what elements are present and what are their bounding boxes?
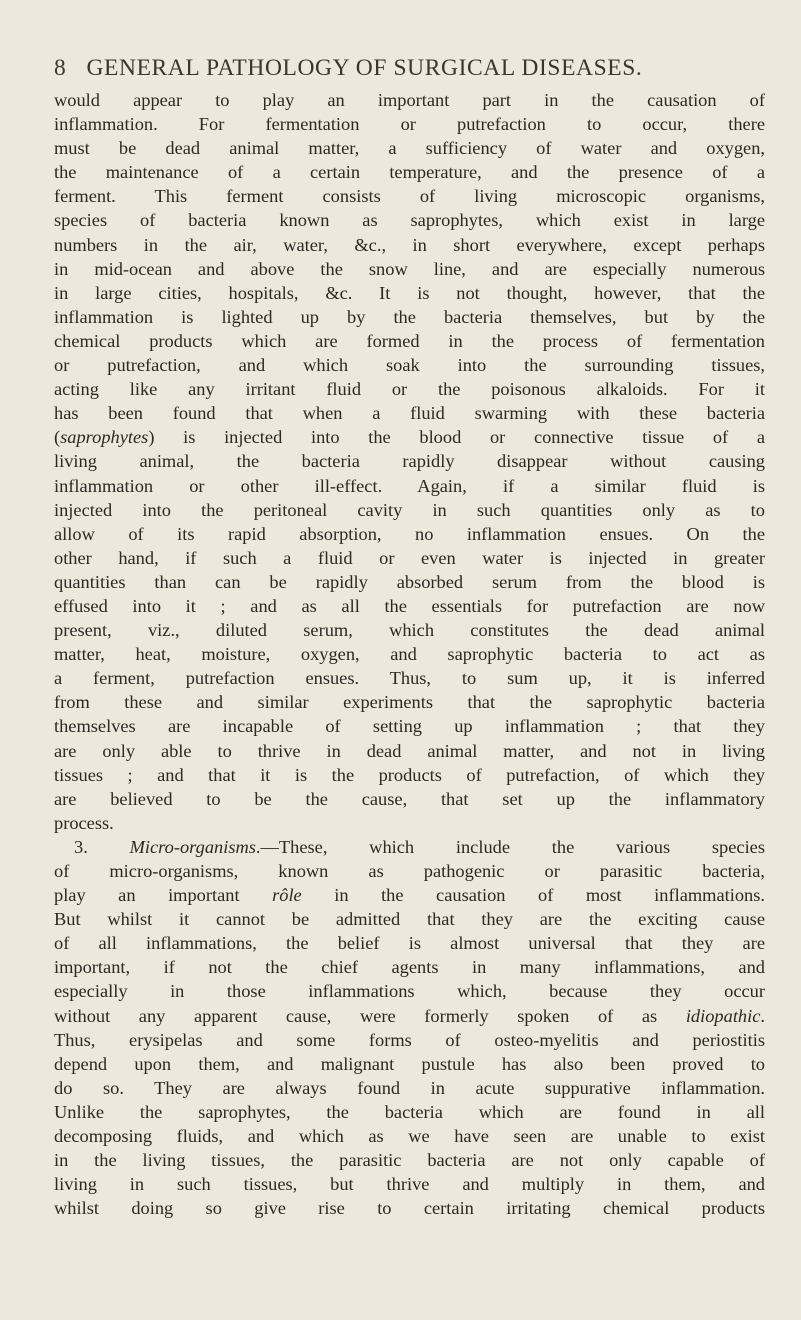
text-line: chemical products which are formed in the process of fermentation xyxy=(54,330,765,351)
text-line: decomposing fluids, and which as we have seen are unable to exist xyxy=(54,1126,765,1147)
text-line: play an important rôle in the causation of most inflammations. xyxy=(54,885,765,906)
text-line: especially in those inflammations which, because they occur xyxy=(54,981,765,1002)
text-line: must be dead animal matter, a sufficiency of water and oxygen, xyxy=(54,138,765,159)
text-line: matter, heat, moisture, oxygen, and saprophytic bacteria to act as xyxy=(54,644,765,665)
text-line: has been found that when a fluid swarming with these bacteria xyxy=(54,403,765,424)
text-line: inflammation is lighted up by the bacteria themselves, but by the xyxy=(54,306,765,327)
text-line: But whilst it cannot be admitted that they are the exciting cause xyxy=(54,909,765,930)
text-line: in mid-ocean and above the snow line, and are especially numerous xyxy=(54,258,765,279)
running-head xyxy=(54,48,765,88)
text-line: effused into it ; and as all the essentials for putrefaction are now xyxy=(54,595,765,616)
text-line: or putrefaction, and which soak into the surrounding tissues, xyxy=(54,355,765,376)
text-line: process. xyxy=(54,812,114,833)
text-line: acting like any irritant fluid or the poisonous alkaloids. For it xyxy=(54,379,765,400)
body-text xyxy=(54,88,765,1220)
text-line: allow of its rapid absorption, no inflammation ensues. On the xyxy=(54,523,765,544)
text-line: species of bacteria known as saprophytes, which exist in large xyxy=(54,210,765,231)
text-line: 3. Micro-organisms.—These, which include the various species xyxy=(74,836,765,857)
text-line: living in such tissues, but thrive and multiply in them, and xyxy=(54,1174,765,1195)
text-line: a ferment, putrefaction ensues. Thus, to sum up, it is inferred xyxy=(54,668,765,689)
text-line: depend upon them, and malignant pustule has also been proved to xyxy=(54,1053,765,1074)
text-line: important, if not the chief agents in many inflammations, and xyxy=(54,957,765,978)
text-line: injected into the peritoneal cavity in such quantities only as to xyxy=(54,499,765,520)
italic-term: Micro-organisms xyxy=(129,836,256,857)
text-line: Thus, erysipelas and some forms of osteo-myelitis and periostitis xyxy=(54,1029,765,1050)
text-line: other hand, if such a fluid or even water is injected in greater xyxy=(54,547,765,568)
text-line: living animal, the bacteria rapidly disappear without causing xyxy=(54,451,765,472)
text-line: would appear to play an important part in the causation of xyxy=(54,90,765,110)
text-line: quantities than can be rapidly absorbed serum from the blood is xyxy=(54,571,765,592)
running-title: GENERAL PATHOLOGY OF SURGICAL DISEASES. xyxy=(86,55,643,81)
text-line: ferment. This ferment consists of living microscopic organisms, xyxy=(54,186,765,207)
text-line: numbers in the air, water, &c., in short everywhere, except perhaps xyxy=(54,234,765,255)
text-line: without any apparent cause, were formerly spoken of as idiopathic. xyxy=(54,1005,765,1026)
page-number: 8 xyxy=(54,55,67,81)
italic-term: idiopathic xyxy=(685,1005,761,1026)
text-line: themselves are incapable of setting up inflammation ; that they xyxy=(54,716,765,737)
text-line: Unlike the saprophytes, the bacteria which are found in all xyxy=(54,1101,765,1122)
text-line: are believed to be the cause, that set up the inflammatory xyxy=(54,788,765,809)
italic-term: rôle xyxy=(272,885,302,906)
text-line: tissues ; and that it is the products of putrefaction, of which they xyxy=(54,764,765,785)
text-line: in large cities, hospitals, &c. It is not thought, however, that the xyxy=(54,282,765,303)
text-line: are only able to thrive in dead animal matter, and not in living xyxy=(54,740,765,761)
text-line: of all inflammations, the belief is almost universal that they are xyxy=(54,933,765,954)
text-line: inflammation or other ill-effect. Again, if a similar fluid is xyxy=(54,475,765,496)
text-line: whilst doing so give rise to certain irritating chemical products xyxy=(54,1198,765,1219)
text-line: in the living tissues, the parasitic bacteria are not only capable of xyxy=(54,1150,765,1171)
text-line: present, viz., diluted serum, which constitutes the dead animal xyxy=(54,620,765,641)
text-line: of micro-organisms, known as pathogenic or parasitic bacteria, xyxy=(54,861,765,881)
text-line: inflammation. For fermentation or putrefaction to occur, there xyxy=(54,114,765,135)
text-line: from these and similar experiments that the saprophytic bacteria xyxy=(54,692,765,713)
text-line: the maintenance of a certain temperature, and the presence of a xyxy=(54,162,765,183)
text-line: do so. They are always found in acute suppurative inflammation. xyxy=(54,1077,765,1098)
text-line: (saprophytes) is injected into the blood or connective tissue of a xyxy=(54,427,765,448)
italic-term: saprophytes xyxy=(60,427,149,448)
